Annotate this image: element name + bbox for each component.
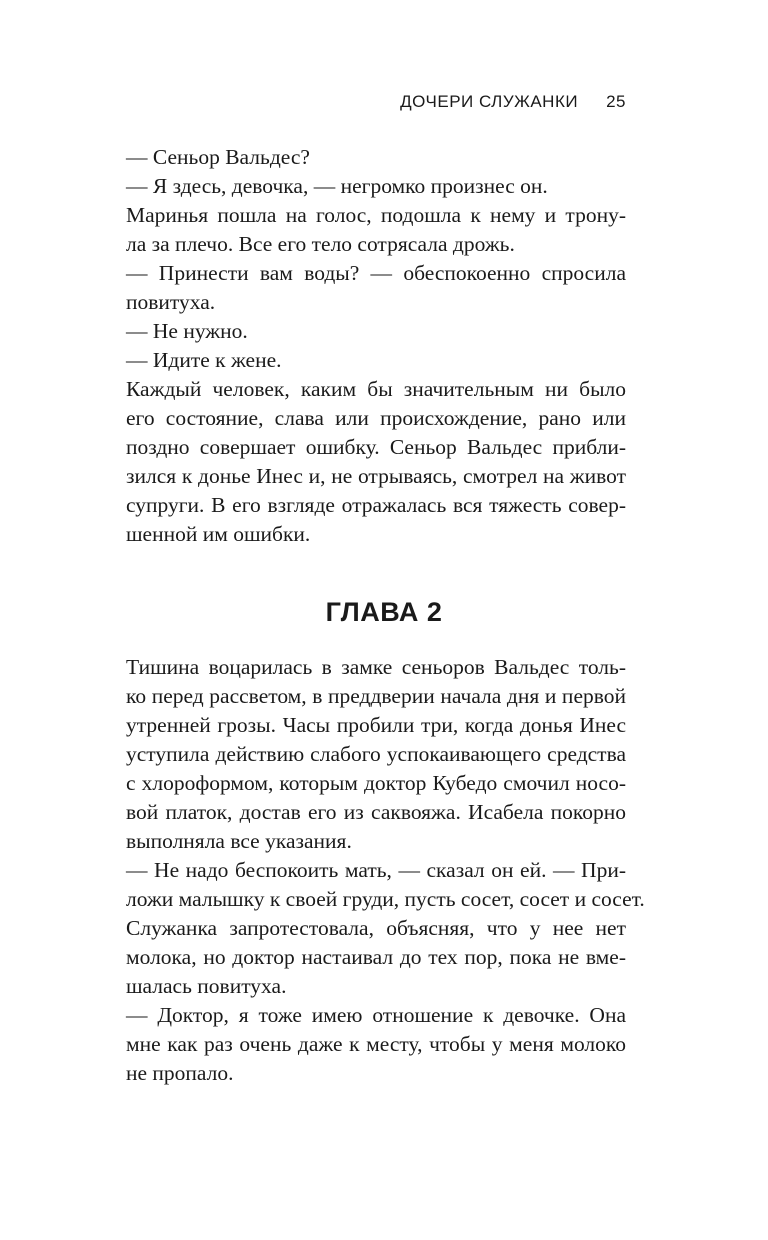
text-line: ложи малышку к своей груди, пусть сосет, сосет и сосет. xyxy=(126,887,645,911)
text-line: зился к донье Инес и, не отрываясь, смотрел на живот xyxy=(126,464,626,488)
text-line: не пропало. xyxy=(126,1061,234,1085)
text-line: — Я здесь, девочка, — негромко произнес он. xyxy=(126,174,548,198)
text-line: молока, но доктор настаивал до тех пор, пока не вме- xyxy=(126,945,626,969)
text-line: — Не надо беспокоить мать, — сказал он ей. — При- xyxy=(126,858,626,882)
text-line: Служанка запротестовала, объясняя, что у нее нет xyxy=(126,916,626,940)
text-line: мне как раз очень даже к месту, чтобы у меня молоко xyxy=(126,1032,626,1056)
text-line: поздно совершает ошибку. Сеньор Вальдес прибли- xyxy=(126,435,626,459)
text-line: — Принести вам воды? — обеспокоенно спросила xyxy=(126,261,626,285)
text-line: уступила действию слабого успокаивающего средства xyxy=(126,742,626,766)
page-number: 25 xyxy=(606,92,626,111)
text-line: — Не нужно. xyxy=(126,319,248,343)
chapter-title: ГЛАВА 2 xyxy=(325,597,443,627)
running-header xyxy=(400,92,626,112)
text-line: с хлороформом, которым доктор Кубедо смочил носо- xyxy=(126,771,626,795)
text-line: — Сеньор Вальдес? xyxy=(126,145,310,169)
running-title: ДОЧЕРИ СЛУЖАНКИ xyxy=(400,92,579,111)
text-line: выполняла все указания. xyxy=(126,829,352,853)
text-line: повитуха. xyxy=(126,290,216,314)
text-line: Маринья пошла на голос, подошла к нему и трону- xyxy=(126,203,626,227)
text-line: шенной им ошибки. xyxy=(126,522,311,546)
text-line: вой платок, достав его из саквояжа. Исабела покорно xyxy=(126,800,626,824)
text-line: — Доктор, я тоже имею отношение к девочке. Она xyxy=(126,1003,626,1027)
text-line: — Идите к жене. xyxy=(126,348,282,372)
text-line: ко перед рассветом, в преддверии начала дня и первой xyxy=(126,684,626,708)
text-line: утренней грозы. Часы пробили три, когда донья Инес xyxy=(126,713,626,737)
text-line: его состояние, слава или происхождение, рано или xyxy=(126,406,626,430)
text-line: Каждый человек, каким бы значительным ни было xyxy=(126,377,626,401)
text-line: Тишина воцарилась в замке сеньоров Вальдес толь- xyxy=(126,655,626,679)
text-block-chapter-2 xyxy=(126,653,645,1088)
text-line: ла за плечо. Все его тело сотрясала дрожь. xyxy=(126,232,515,256)
text-block-before-chapter xyxy=(126,143,626,549)
text-line: супруги. В его взгляде отражалась вся тяжесть совер- xyxy=(126,493,626,517)
text-line: шалась повитуха. xyxy=(126,974,287,998)
